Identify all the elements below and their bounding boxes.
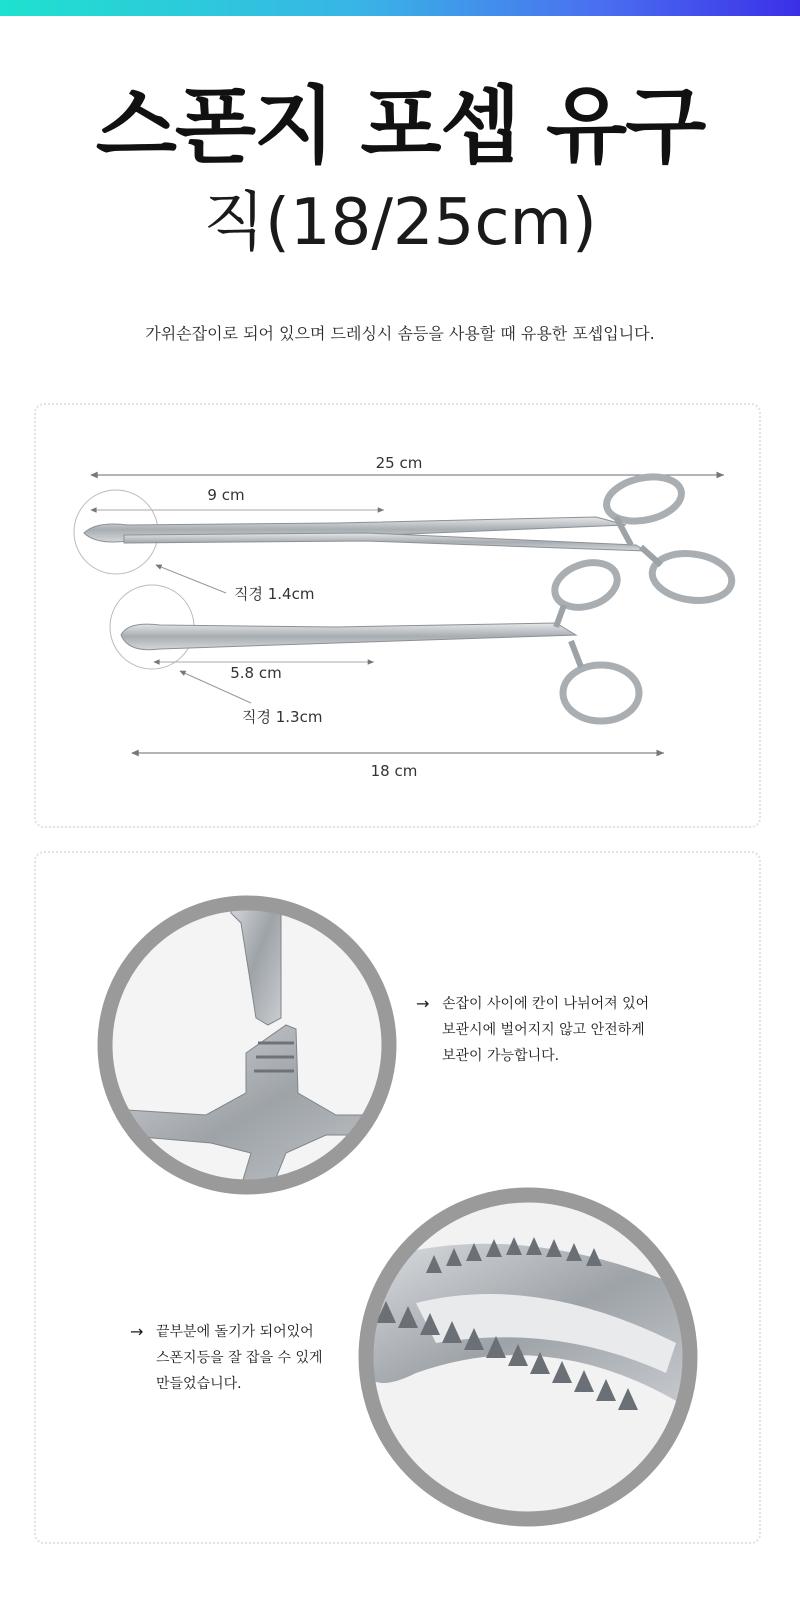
detail-closeups	[36, 853, 759, 1542]
tip-large-label: 9 cm	[207, 486, 245, 504]
forceps-dimension-diagram	[36, 405, 759, 826]
page-subtitle: 직(18/25cm)	[203, 186, 597, 260]
top-gradient-bar	[0, 0, 800, 16]
length-large-label: 25 cm	[375, 454, 423, 472]
tip-note-line: 스폰지등을 잘 잡을 수 있게	[156, 1350, 323, 1366]
handle-note-line: 손잡이 사이에 칸이 나뉘어져 있어	[442, 996, 650, 1012]
product-description: 가위손잡이로 되어 있으며 드레싱시 솜등을 사용할 때 유용한 포셉입니다.	[145, 324, 655, 343]
tip-note-line: 끝부분에 돌기가 되어있어	[156, 1324, 314, 1340]
detail-panel	[34, 851, 761, 1544]
handle-closeup	[96, 893, 406, 1203]
diameter-large-label: 직경 1.4cm	[234, 585, 315, 603]
tip-note-line: 만들었습니다.	[156, 1376, 242, 1392]
page-title: 스폰지 포셉 유구	[95, 77, 705, 175]
tip-small-label: 5.8 cm	[230, 664, 282, 682]
dimension-panel	[34, 403, 761, 828]
tip-note-arrow: →	[130, 1322, 144, 1341]
handle-note-line: 보관시에 벌어지지 않고 안전하게	[442, 1022, 645, 1038]
length-small-label: 18 cm	[370, 762, 418, 780]
large-forceps	[74, 471, 735, 606]
small-forceps	[110, 555, 639, 721]
handle-note-arrow: →	[416, 994, 430, 1013]
handle-note-line: 보관이 가능합니다.	[442, 1048, 560, 1064]
diameter-large-pointer	[156, 565, 226, 593]
tip-closeup	[356, 1183, 696, 1523]
diameter-small-label: 직경 1.3cm	[242, 708, 323, 726]
